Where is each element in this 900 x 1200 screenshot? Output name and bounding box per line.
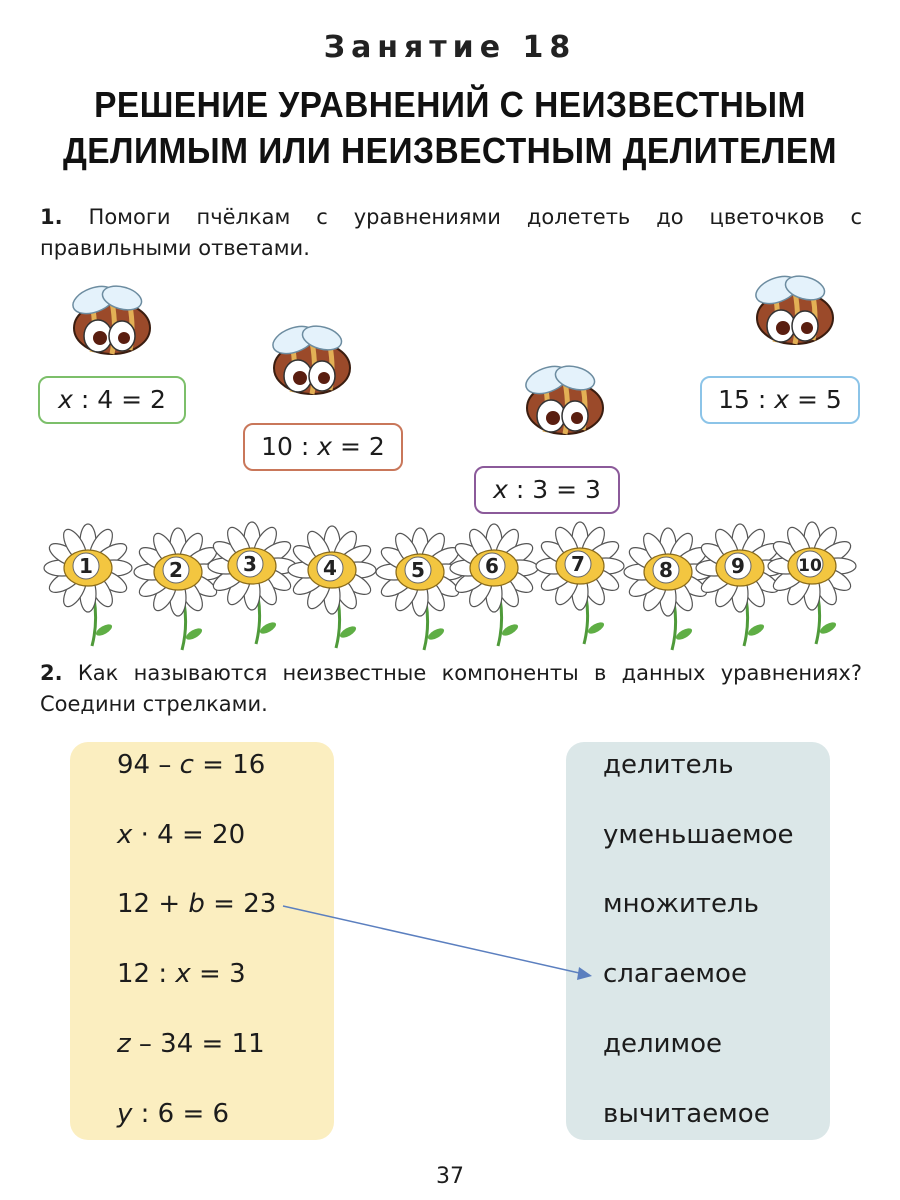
eq-right: = 16 (193, 750, 266, 780)
eq-var: x (175, 959, 191, 989)
flower-number: 1 (79, 554, 93, 578)
eq-var: x (58, 385, 73, 414)
bee-equation-4 (700, 376, 860, 424)
task2-instruction (40, 658, 862, 720)
eq-right: = 23 (204, 889, 277, 919)
eq-right: : 6 = 6 (132, 1099, 230, 1129)
term-subtrahend[interactable]: вычитаемое (603, 1099, 770, 1129)
eq-right: : 3 = 3 (507, 475, 601, 504)
eq-var: x (493, 475, 508, 504)
lesson-title-line2: ДЕЛИМЫМ ИЛИ НЕИЗВЕСТНЫМ ДЕЛИТЕЛЕМ (62, 130, 838, 171)
task2-number: 2. (40, 661, 63, 685)
equation-row (117, 957, 246, 991)
flower-number: 6 (485, 554, 499, 578)
eq-left: 12 + (117, 889, 189, 919)
lesson-number: Занятие 18 (323, 30, 577, 65)
eq-right: · 4 = 20 (132, 820, 246, 850)
flower-9 (696, 524, 784, 646)
eq-var: z (117, 1029, 131, 1059)
eq-var: x (317, 432, 333, 461)
bee-icon-1 (69, 281, 150, 354)
eq-var: c (179, 750, 194, 780)
equation-row (117, 1097, 229, 1131)
flower-2 (134, 528, 222, 650)
eq-left: 15 : (718, 385, 775, 414)
flower-number: 4 (323, 556, 337, 580)
bee-equation-1 (38, 376, 186, 424)
term-minuend[interactable]: уменьшаемое (603, 820, 794, 850)
eq-var: x (117, 820, 133, 850)
flower-number: 9 (731, 554, 745, 578)
eq-left: 10 : (261, 432, 318, 461)
eq-var: b (188, 889, 205, 919)
eq-var: y (117, 1099, 133, 1129)
equations-panel (70, 742, 334, 1140)
flower-number: 7 (571, 552, 585, 576)
flower-3 (208, 522, 296, 644)
flower-4 (288, 526, 376, 648)
bee-equation-3 (474, 466, 620, 514)
eq-right: – 34 = 11 (130, 1029, 265, 1059)
bee-icon-2 (269, 321, 350, 394)
bee-icon-4 (752, 271, 833, 344)
flower-number: 3 (243, 552, 257, 576)
task1-number: 1. (40, 205, 63, 229)
flower-number: 10 (798, 556, 822, 576)
flower-row (0, 540, 900, 640)
flower-number: 2 (169, 558, 183, 582)
flower-6 (450, 524, 538, 646)
flower-10 (768, 522, 856, 644)
term-dividend[interactable]: делимое (603, 1029, 723, 1059)
equation-row (117, 818, 245, 852)
term-divisor[interactable]: делитель (603, 750, 734, 780)
eq-left: 12 : (117, 959, 176, 989)
bee-icon-3 (522, 361, 603, 434)
flower-8 (624, 528, 712, 650)
eq-right: = 5 (789, 385, 842, 414)
term-multiplier[interactable]: множитель (603, 889, 759, 919)
eq-var: x (774, 385, 790, 414)
terms-panel (566, 742, 830, 1140)
equation-row (117, 748, 265, 782)
equation-row (117, 887, 276, 921)
term-addend[interactable]: слагаемое (603, 959, 747, 989)
flower-5 (376, 528, 464, 650)
flower-number: 8 (659, 558, 673, 582)
bee-equation-2 (243, 423, 403, 471)
eq-right: : 4 = 2 (72, 385, 166, 414)
eq-right: = 2 (332, 432, 385, 461)
flower-7 (536, 522, 624, 644)
eq-left: 94 – (117, 750, 180, 780)
task2-text: Как называются неизвестные компоненты в данных уравнениях? Соедини стрелками. (40, 661, 862, 716)
task1-text: Помоги пчёлкам с уравнениями долететь до цветочков с правильными ответами. (40, 205, 862, 260)
flower-1 (44, 524, 132, 646)
equation-row (117, 1027, 265, 1061)
flower-number: 5 (411, 558, 425, 582)
lesson-title-line1: РЕШЕНИЕ УРАВНЕНИЙ С НЕИЗВЕСТНЫМ (94, 84, 806, 125)
bees-illustration (0, 0, 900, 560)
eq-right: = 3 (190, 959, 246, 989)
page-number: 37 (436, 1164, 464, 1189)
